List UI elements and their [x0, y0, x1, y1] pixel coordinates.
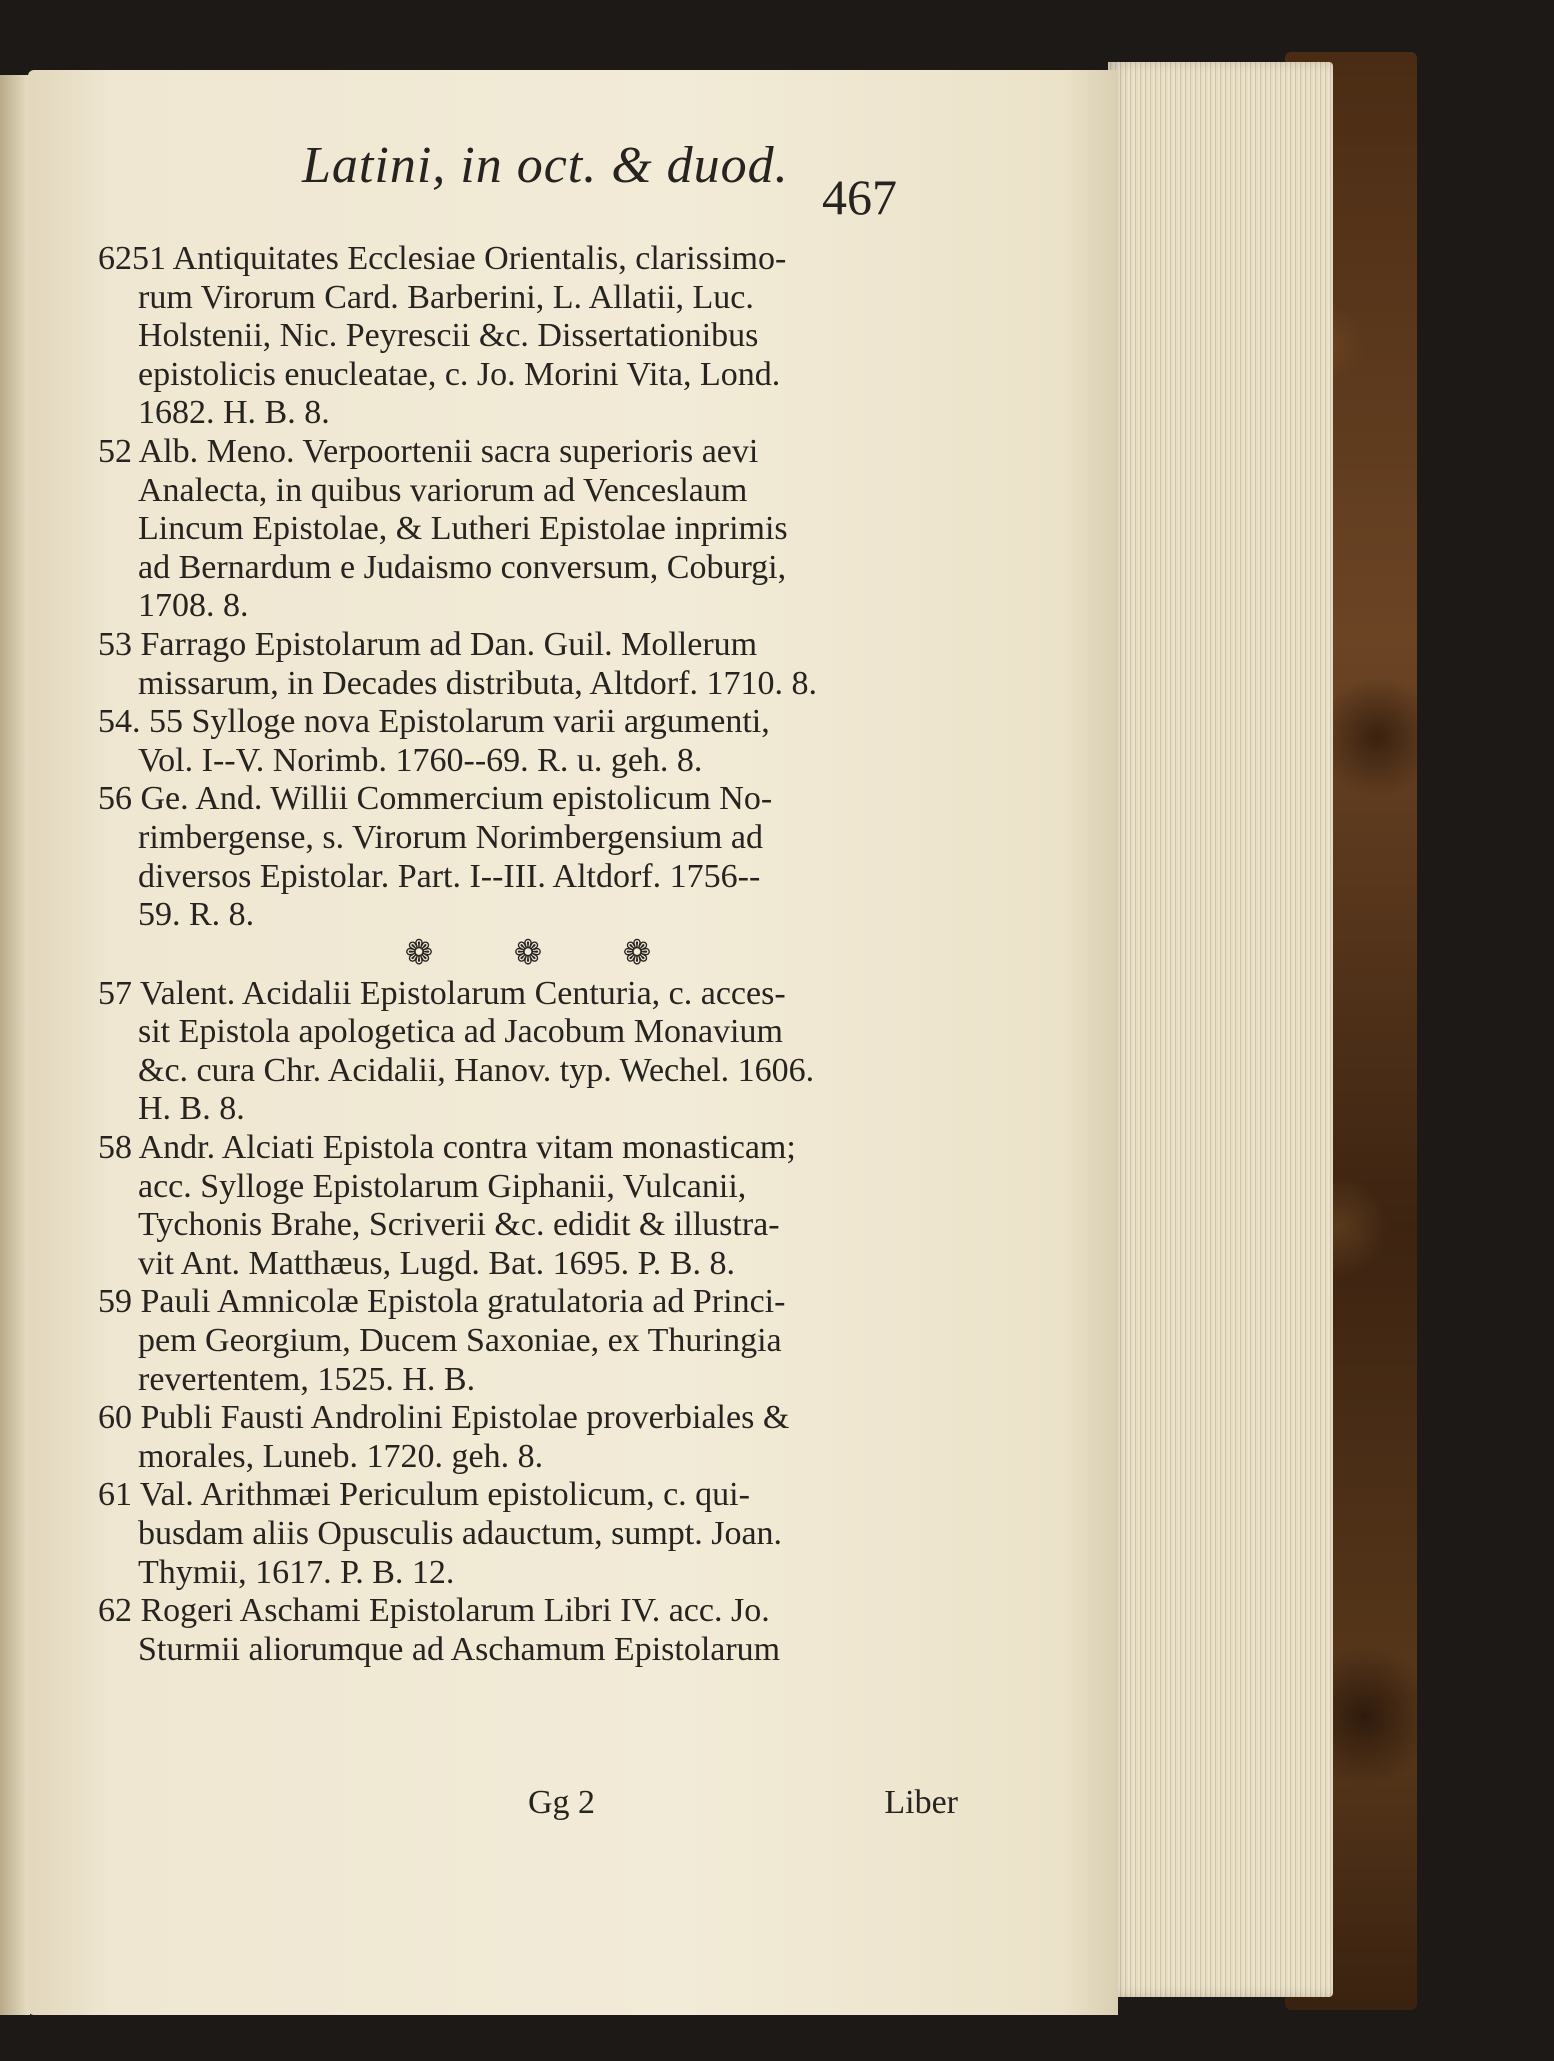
entry-line: morales, Luneb. 1720. geh. 8.: [138, 1437, 544, 1475]
entry-line: 1708. 8.: [138, 587, 249, 625]
catalog-entry-53: [98, 626, 958, 703]
section-ornament: ❁ ❁ ❁: [404, 934, 688, 972]
page-number: 467: [822, 169, 897, 225]
entry-line: acc. Sylloge Epistolarum Giphanii, Vulcanii,: [138, 1167, 747, 1205]
entry-line: 60 Publi Fausti Androlini Epistolae proverbiales &: [98, 1399, 790, 1437]
entry-line: Tychonis Brahe, Scriverii &c. edidit & illustra-: [138, 1206, 780, 1244]
entry-line: diversos Epistolar. Part. I--III. Altdorf. 1756--: [138, 857, 761, 895]
entry-line: 59 Pauli Amnicolæ Epistola gratulatoria ad Princi-: [98, 1283, 786, 1321]
catalog-entry-62: [98, 1592, 958, 1669]
catalog-entry-52: [98, 433, 958, 626]
catchword: Liber: [884, 1784, 958, 1821]
entry-line: Vol. I--V. Norimb. 1760--69. R. u. geh. 8.: [138, 741, 703, 779]
catalog-entry-60: [98, 1399, 958, 1476]
entry-line: 53 Farrago Epistolarum ad Dan. Guil. Mollerum: [98, 625, 758, 663]
catalog-entry-57: [98, 975, 958, 1129]
entry-line: 1682. H. B. 8.: [138, 394, 330, 432]
catalog-entry-56: [98, 780, 958, 934]
entry-line: sit Epistola apologetica ad Jacobum Monavium: [138, 1013, 783, 1051]
catalog-entry-59: [98, 1283, 958, 1399]
entry-line: pem Georgium, Ducem Saxoniae, ex Thuringia: [138, 1322, 782, 1360]
entry-line: 62 Rogeri Aschami Epistolarum Libri IV. acc. Jo.: [98, 1592, 770, 1630]
entry-line: 58 Andr. Alciati Epistola contra vitam monasticam;: [98, 1129, 796, 1167]
entry-line: 56 Ge. And. Willii Commercium epistolicum No-: [98, 780, 773, 818]
entry-line: 59. R. 8.: [138, 896, 255, 934]
catalog-entry-54-55: [98, 703, 958, 780]
catalog-entry-61: [98, 1476, 958, 1592]
entry-line: H. B. 8.: [138, 1090, 245, 1128]
entry-line: vit Ant. Matthæus, Lugd. Bat. 1695. P. B. 8.: [138, 1244, 735, 1282]
binding-strip: [0, 75, 30, 2015]
page-edges: [1108, 62, 1333, 1997]
entry-line: rimbergense, s. Virorum Norimbergensium ad: [138, 818, 763, 856]
entry-line: missarum, in Decades distributa, Altdorf. 1710. 8.: [138, 664, 817, 702]
running-title: Latini, in oct. & duod.: [302, 137, 789, 194]
entry-line: 6251 Antiquitates Ecclesiae Orientalis, clarissimo-: [98, 240, 787, 277]
entry-line: Analecta, in quibus variorum ad Venceslaum: [138, 471, 748, 509]
entry-line: Thymii, 1617. P. B. 12.: [138, 1553, 455, 1591]
catalog-entry-6251: [98, 240, 958, 433]
entry-line: ad Bernardum e Judaismo conversum, Coburgi,: [138, 548, 787, 586]
entry-line: busdam aliis Opusculis adauctum, sumpt. Joan.: [138, 1515, 783, 1552]
entry-line: Lincum Epistolae, & Lutheri Epistolae inprimis: [138, 510, 788, 548]
entry-line: revertentem, 1525. H. B.: [138, 1360, 476, 1398]
entry-line: 52 Alb. Meno. Verpoortenii sacra superioris aevi: [98, 432, 759, 470]
entry-line: 57 Valent. Acidalii Epistolarum Centuria, c. acces-: [98, 974, 786, 1012]
catalog-entries: [98, 240, 958, 1669]
entry-line: rum Virorum Card. Barberini, L. Allatii, Luc.: [138, 278, 754, 316]
entry-line: epistolicis enucleatae, c. Jo. Morini Vita, Lond.: [138, 355, 781, 393]
entry-line: &c. cura Chr. Acidalii, Hanov. typ. Wechel. 1606.: [138, 1051, 815, 1089]
entry-line: Sturmii aliorumque ad Aschamum Epistolarum: [138, 1630, 781, 1668]
signature-mark: Gg 2: [528, 1784, 596, 1821]
entry-line: 61 Val. Arithmæi Periculum epistolicum, c. qui-: [98, 1476, 750, 1514]
catalog-entry-58: [98, 1129, 958, 1283]
entry-line: 54. 55 Sylloge nova Epistolarum varii argumenti,: [98, 703, 770, 741]
entry-line: Holstenii, Nic. Peyrescii &c. Dissertationibus: [138, 317, 759, 355]
